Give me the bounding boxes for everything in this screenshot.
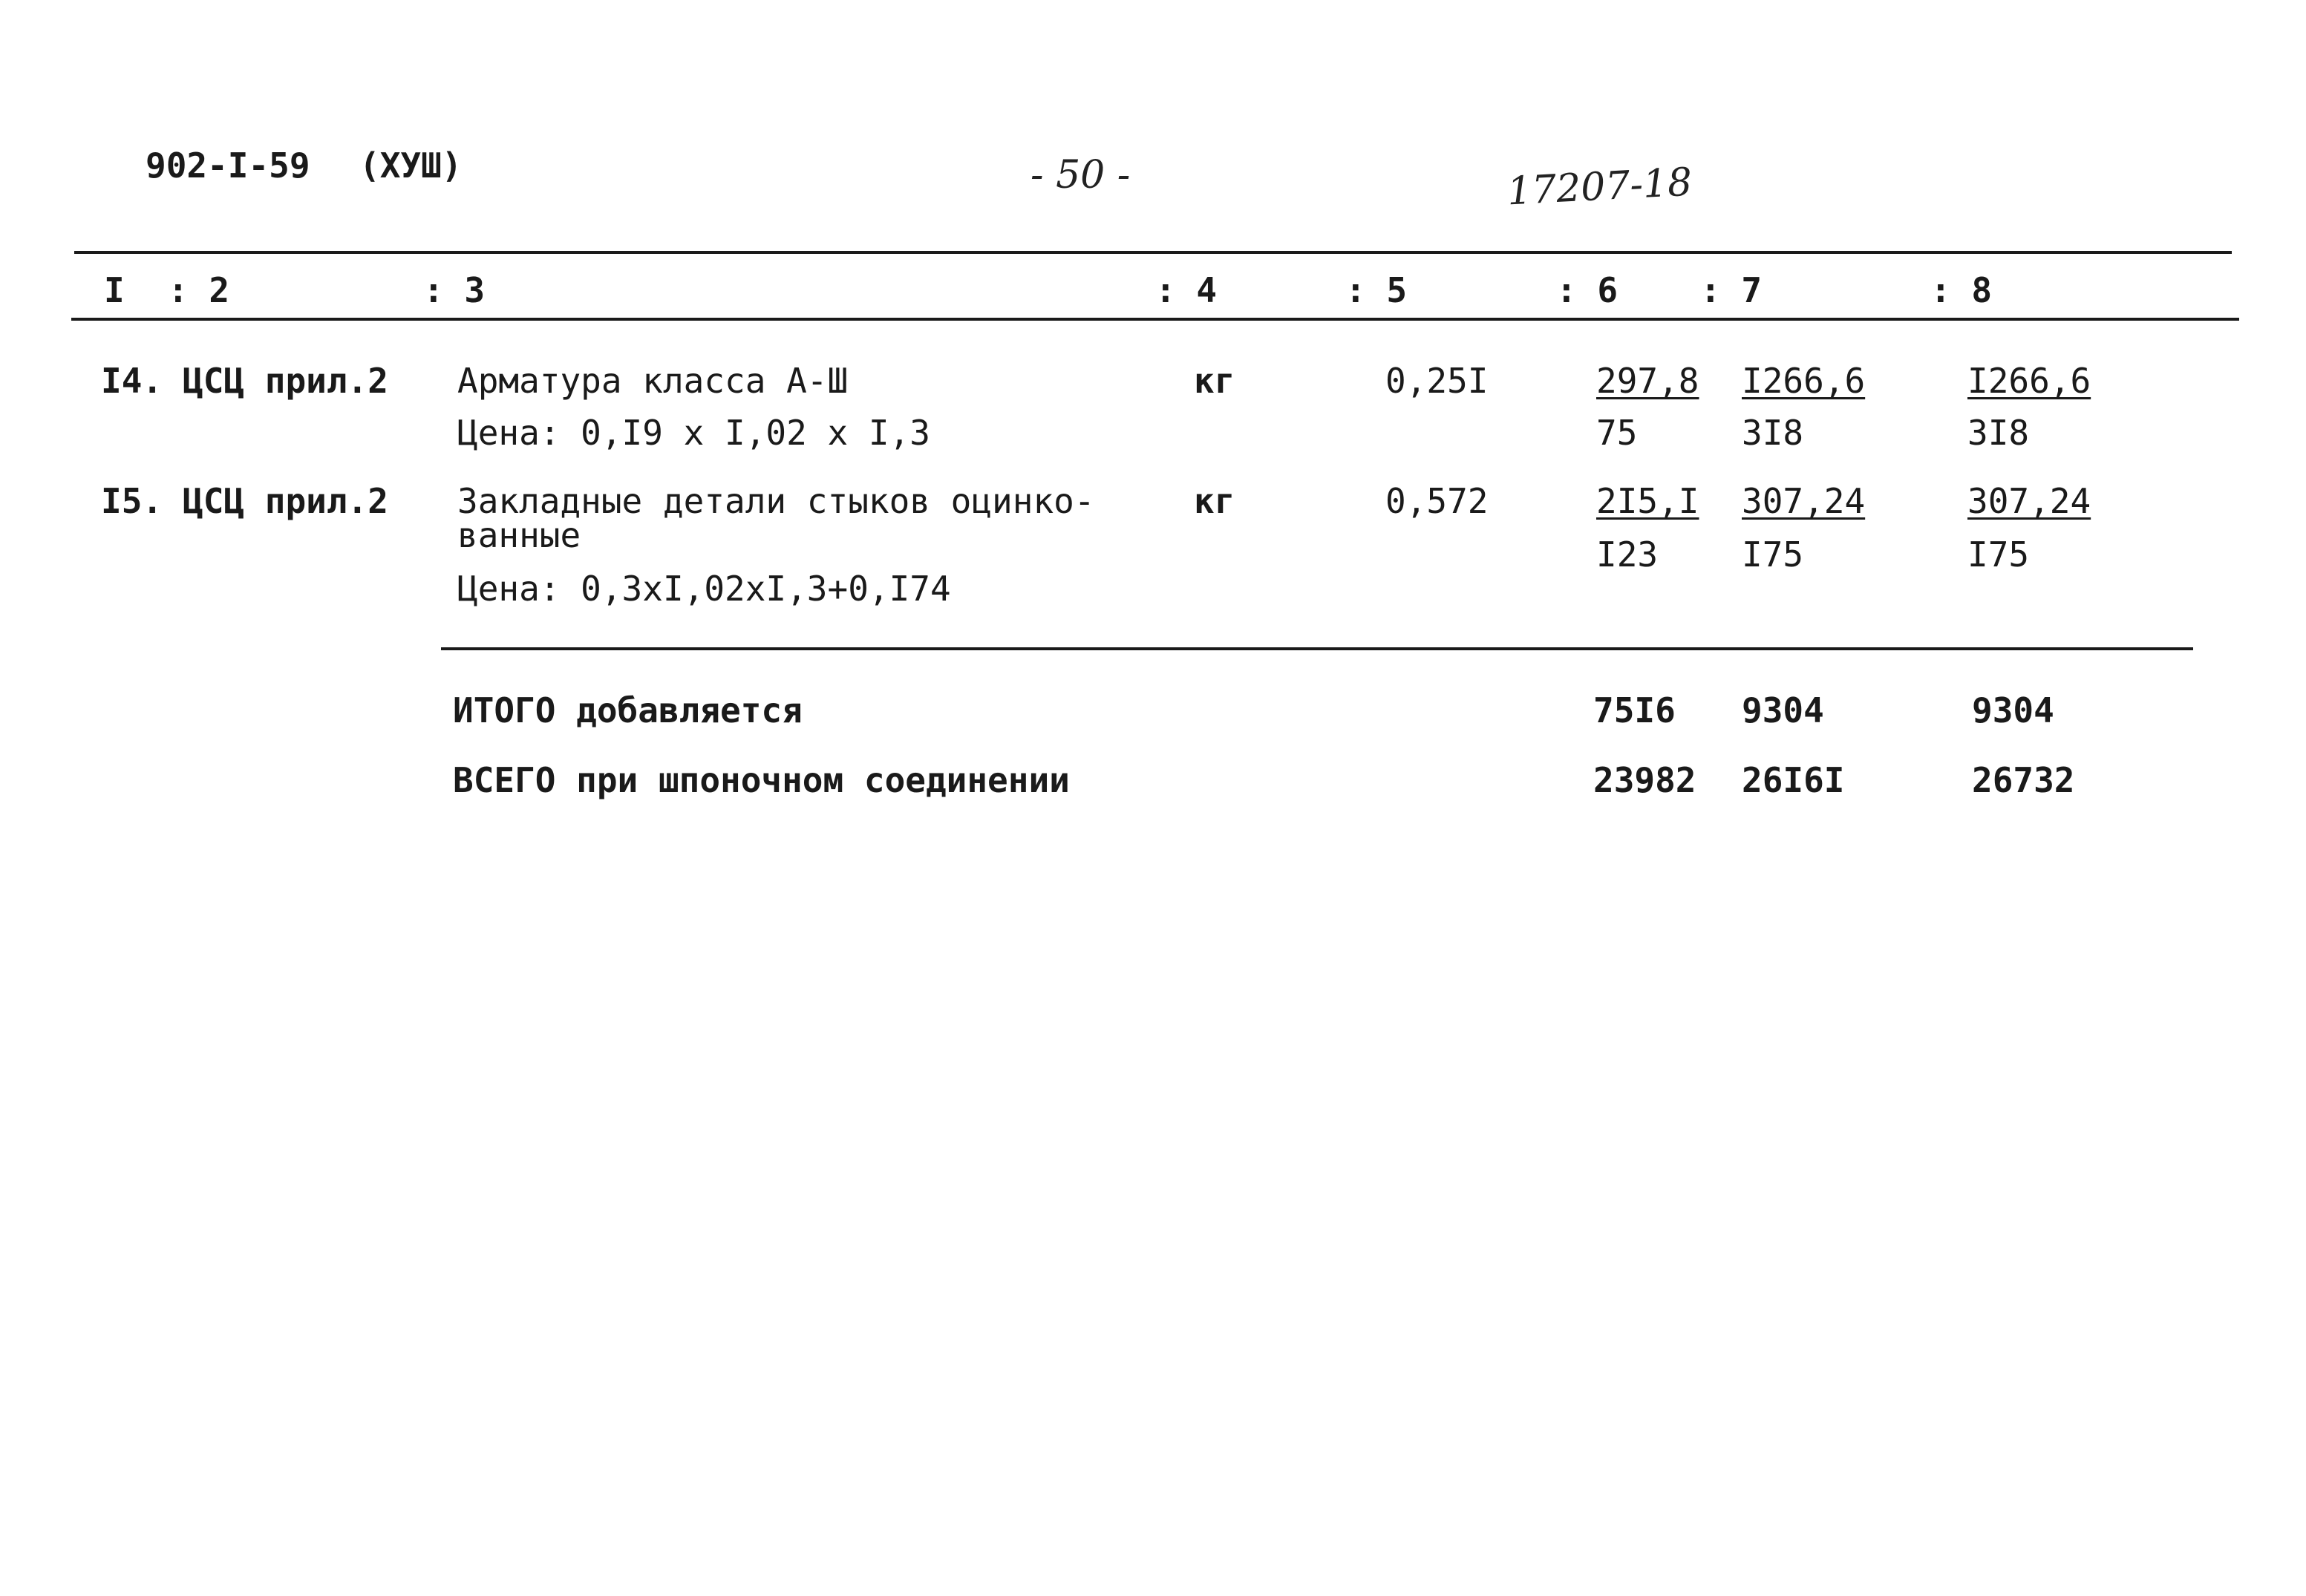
row-source: ЦСЦ прил.2 xyxy=(183,481,388,521)
totals-col8: 9304 xyxy=(1972,690,2054,730)
header-rule-top xyxy=(74,251,2232,254)
col-num-1: I xyxy=(104,270,125,310)
row-col7-bottom: 3I8 xyxy=(1742,413,1804,453)
row-unit: кг xyxy=(1194,481,1235,521)
col-num-6: : 6 xyxy=(1556,270,1619,310)
header-rule-bottom xyxy=(71,318,2239,321)
row-col6-bottom: 75 xyxy=(1596,413,1638,453)
col-num-8: : 8 xyxy=(1930,270,1993,310)
row-col8-top: I266,6 xyxy=(1967,361,2091,401)
row-source: ЦСЦ прил.2 xyxy=(183,361,388,401)
grand-total-col6: 23982 xyxy=(1593,760,1696,800)
totals-rule xyxy=(441,647,2193,650)
row-unit: кг xyxy=(1194,361,1235,401)
grand-total-col7: 26I6I xyxy=(1742,760,1845,800)
row-description: Закладные детали стыков оцинко- xyxy=(457,481,1095,521)
row-col7-top: 307,24 xyxy=(1742,481,1866,521)
row-col6-top: 2I5,I xyxy=(1596,481,1699,521)
totals-col7: 9304 xyxy=(1742,690,1824,730)
row-col7-bottom: I75 xyxy=(1742,534,1804,575)
row-col8-bottom: I75 xyxy=(1967,534,2030,575)
row-description: Арматура класса А-Ш xyxy=(457,361,849,401)
col-num-4: : 4 xyxy=(1155,270,1218,310)
col-num-7: : 7 xyxy=(1700,270,1763,310)
col-num-5: : 5 xyxy=(1345,270,1408,310)
handwritten-reference: 17207-18 xyxy=(1506,160,1693,215)
grand-total-label: ВСЕГО при шпоночном соединении xyxy=(453,760,1070,800)
row-col8-top: 307,24 xyxy=(1967,481,2091,521)
totals-col6: 75I6 xyxy=(1593,690,1676,730)
row-col8-bottom: 3I8 xyxy=(1967,413,2030,453)
row-quantity: 0,25I xyxy=(1385,361,1489,401)
doc-code: 902-I-59 xyxy=(146,145,310,186)
row-col6-top: 297,8 xyxy=(1596,361,1699,401)
row-price-formula: Цена: 0,I9 х I,02 х I,3 xyxy=(457,413,930,453)
row-number: I4. xyxy=(101,361,163,401)
totals-label: ИТОГО добавляется xyxy=(453,690,803,730)
row-price-formula: Цена: 0,3хI,02хI,3+0,I74 xyxy=(457,569,951,609)
grand-total-col8: 26732 xyxy=(1972,760,2075,800)
row-description-cont: ванные xyxy=(457,515,581,555)
row-col7-top: I266,6 xyxy=(1742,361,1866,401)
col-num-3: : 3 xyxy=(423,270,486,310)
col-num-2: : 2 xyxy=(168,270,230,310)
row-col6-bottom: I23 xyxy=(1596,534,1659,575)
page-number: - 50 - xyxy=(1030,153,1131,197)
row-quantity: 0,572 xyxy=(1385,481,1489,521)
doc-part: (ХУШ) xyxy=(359,145,463,186)
row-number: I5. xyxy=(101,481,163,521)
